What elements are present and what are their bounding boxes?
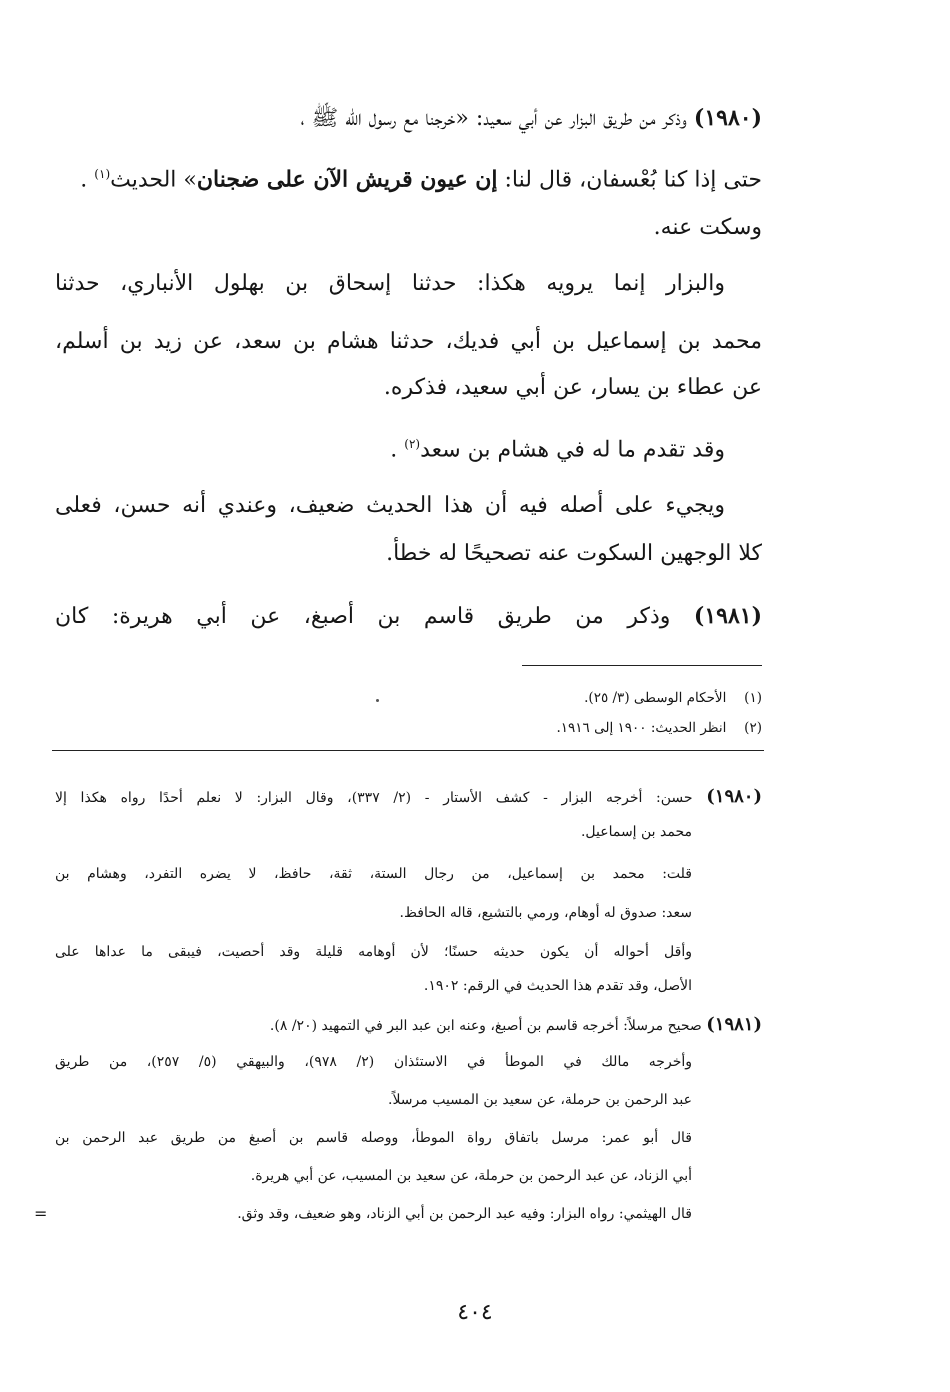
footnote-separator [522,665,762,666]
hadith-1980-line-3: وسكت عنه. [653,215,762,240]
paragraph-isnad-line-2: محمد بن إسماعيل بن أبي فديك، حدثنا هشام بن سعد، عن زيد بن أسلم، [55,329,762,354]
hadith-text: حتى إذا كنا بُعْسفان، قال لنا: [504,167,762,193]
hadith-1981-line-1 [55,596,762,636]
takhrij-text: حسن: أخرجه البزار - كشف الأستار - (٢/ ٣٣٧)، وقال البزار: لا نعلم أحدًا رواه هكذا إلا [55,790,693,806]
takhrij-text: صحيح مرسلاً: أخرجه قاسم بن أصبغ، وعنه ابن عبد البر في التمهيد (٢٠/ ٨). [269,1018,702,1034]
paragraph-text: وقد تقدم ما له في هشام بن سعد [420,437,725,463]
takhrij-1980-line-6: الأصل، وقد تقدم هذا الحديث في الرقم: ١٩٠٢. [423,978,692,994]
paragraph-verdict-line-2: كلا الوجهين السكوت عنه تصحيحًا له خطأ. [386,541,762,566]
hadith-text: » الحديث [110,167,197,193]
takhrij-1980-line-3: قلت: محمد بن إسماعيل، من رجال الستة، ثقة، حافظ، لا يضره التفرد، وهشام بن [55,866,692,882]
continuation-mark: = [34,1204,48,1223]
takhrij-1981-line-6: قال الهيثمي: رواه البزار: وفيه عبد الرحمن بن أبي الزناد، وهو ضعيف، وقد وثق. [237,1206,692,1222]
punctuation: . [390,437,398,463]
hadith-1980-line-2 [80,154,762,194]
paragraph-isnad-line-1: والبزار إنما يرويه هكذا: حدثنا إسحاق بن بهلول الأنباري، حدثنا [55,271,725,296]
paragraph-verdict-line-1: ويجيء على أصله فيه أن هذا الحديث ضعيف، وعندي أنه حسن، فعلى [55,493,725,518]
takhrij-1981-line-4: قال أبو عمر: مرسل باتفاق رواة الموطأ، ووصله قاسم بن أصبغ من طريق عبد الرحمن بن [55,1130,692,1146]
takhrij-1980-line-5: وأقل أحواله أن يكون حديثه حسنًا؛ لأن أوهامه قليلة وقد أحصيت، فيبقى ما عداها على [55,944,692,960]
footnote-1 [584,686,762,710]
footnote-ref: (١) [94,167,111,181]
takhrij-1981-line-1 [270,1011,762,1039]
footnote-number: (٢) [744,720,762,736]
footnote-text: الأحكام الوسطى (٣/ ٢٥). [584,690,727,706]
hadith-quote-bold: إن عيون قريش الآن على ضجنان [196,166,498,193]
page-number: ٤٠٤ [457,1300,493,1325]
print-speck [376,699,379,702]
footnote-2 [557,716,763,740]
footnote-ref: (٢) [404,437,421,451]
footnote-text: انظر الحديث: ١٩٠٠ إلى ١٩١٦. [556,720,727,736]
paragraph-isnad-line-3: عن عطاء بن يسار، عن أبي سعيد، فذكره. [383,375,762,400]
takhrij-1980-line-1 [55,783,762,811]
takhrij-1981-line-3: عبد الرحمن بن حرملة، عن سعيد بن المسيب مرسلاً. [388,1092,692,1108]
hadith-number: (١٩٨١) [693,603,762,629]
footnote-number: (١) [744,690,762,706]
hadith-text: وذكر من طريق قاسم بن أصبغ، عن أبي هريرة: كان [55,604,671,629]
hadith-1980-line-1 [300,98,762,138]
paragraph-cross-reference [390,424,725,464]
takhrij-1980-line-2: محمد بن إسماعيل. [580,824,692,840]
takhrij-separator [52,750,764,751]
hadith-text: وذكر من طريق البزار عن أبي سعيد: «خرجنا مع رسول الله ﷺ ، [300,106,687,131]
takhrij-1981-line-5: أبي الزناد، عن عبد الرحمن بن حرملة، عن سعيد بن المسيب، عن أبي هريرة. [250,1168,692,1184]
takhrij-1980-line-4: سعد: صدوق له أوهام، ورمي بالتشيع، قاله الحافظ. [399,905,692,921]
hadith-number: (١٩٨٠) [693,105,762,131]
takhrij-number: (١٩٨١) [706,1014,762,1035]
punctuation: . [80,167,88,193]
takhrij-1981-line-2: وأخرجه مالك في الموطأ في الاستئذان (٢/ ٩٧٨)، والبيهقي (٥/ ٢٥٧)، من طريق [55,1054,692,1070]
takhrij-number: (١٩٨٠) [706,786,762,807]
